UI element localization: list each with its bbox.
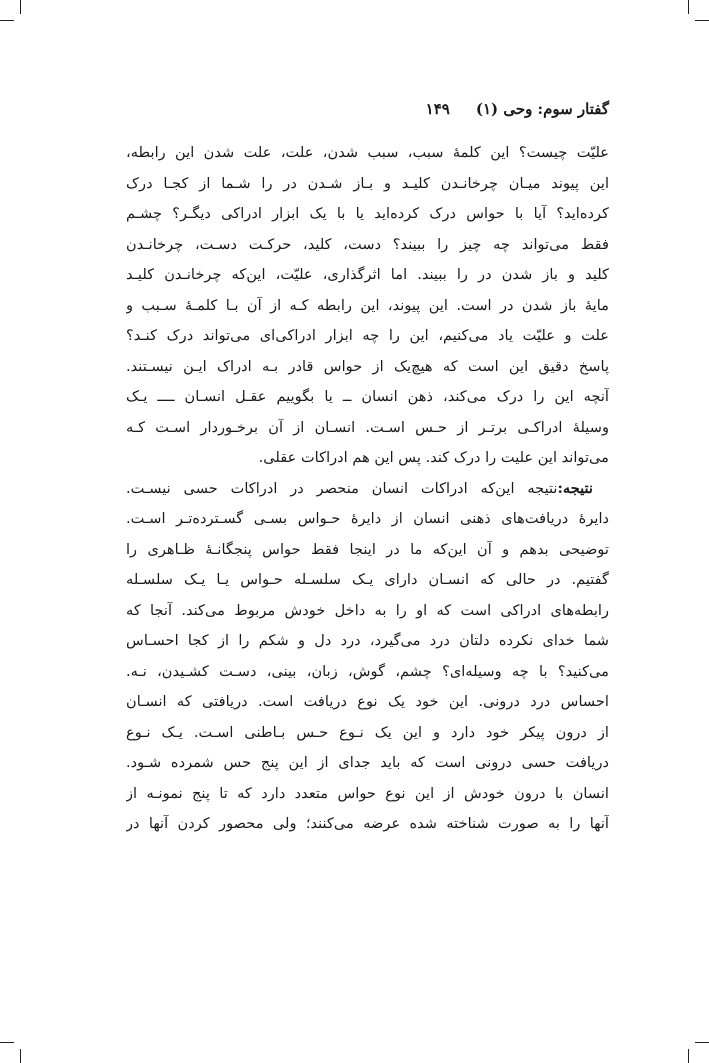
text-line: شما خدای نکرده دلتان درد می‌گیرد، درد دل و شکم را از کجا احسـاس	[126, 632, 609, 649]
text-line: پاسخ دقیق این است که هیچ‌یک از حواس قادر بـه ادراک ایـن نیسـتند.	[126, 357, 609, 375]
text-line: علیّت چیست؟ این کلمهٔ سبب، سبب شدن، علت، علت شدن این رابطه،	[126, 144, 609, 161]
crop-mark-bottom-right-v	[688, 1049, 689, 1063]
crop-mark-bottom-left-v	[20, 1049, 21, 1063]
running-header	[126, 100, 609, 118]
text-line: رابطه‌های ادراکی است که او را به داخل خودش مربوط می‌کند. آنجا که	[126, 601, 609, 619]
text-line: مایهٔ باز شدن در است. این پیوند، این رابطه کـه از آن بـا کلمـهٔ سـبب و	[126, 296, 609, 314]
text-line: توضیحی بدهم و آن این‌که ما در اینجا فقط حواس پنجگانـهٔ ظـاهری را	[126, 540, 609, 558]
crop-mark-bottom-left-h	[0, 1042, 14, 1043]
text-line: احساس درد درونی. این خود یک نوع دریافت است. دریافتی که انسـان	[126, 693, 609, 710]
text-line: انسان با درون خودش از این نوع حواس متعدد دارد که تا پنج نمونـه از	[126, 784, 609, 802]
conclusion-text: نتیجه این‌که ادراکات انسان منحصر در ادراکات حسی نیسـت.	[126, 479, 558, 497]
crop-mark-top-right-h	[695, 20, 709, 21]
text-line: آنها را به صورت شناخته شده عرضه می‌کنند؛ ولی محصور کردن آنها در	[126, 815, 609, 832]
paragraph-first-line	[126, 474, 609, 505]
text-line: می‌تواند این علیت را درک کند. پس این هم ادراکات عقلی.	[258, 449, 609, 466]
text-line: گفتیم. در حالی که انسـان دارای یـک سلسـله حـواس یـا یـک سلسـله	[126, 571, 609, 588]
text-line: فقط می‌تواند چه چیز را ببیند؟ دست، کلید، حرکـت دسـت، چرخانـدن	[126, 235, 609, 253]
text-line: کرده‌اید؟ آیا با حواس درک کرده‌اید یا با یک ابزار ادراکی دیگـر؟ چشـم	[126, 205, 609, 222]
conclusion-label: نتیجه:	[557, 479, 593, 497]
chapter-title: گفتار سوم: وحی (۱)	[475, 100, 609, 118]
crop-mark-bottom-right-h	[695, 1042, 709, 1043]
text-line: علت و علیّت یاد می‌کنیم، این را چه ابزار ادراکی‌ای می‌تواند درک کنـد؟	[126, 327, 609, 344]
text-line: از درون پیکر خود دارد و این یک نـوع حـس بـاطنی اسـت. یـک نـوع	[126, 723, 609, 741]
text-line: آنچه این را درک می‌کند، ذهن انسان ــ یا بگوییم عقـل انسـان ــــ یـک	[126, 388, 609, 405]
page-number: ۱۴۹	[425, 100, 450, 118]
text-line: کلید و باز شدن در را ببیند. اما اثرگذاری، علیّت، این‌که چرخانـدن کلیـد	[126, 266, 609, 283]
crop-mark-top-left-v	[20, 0, 21, 14]
text-line: این پیوند میـان چرخانـدن کلیـد و بـاز شـدن در را شـما از کجـا درک	[126, 174, 609, 192]
book-page	[126, 100, 609, 840]
page-body	[126, 138, 609, 840]
crop-mark-top-left-h	[0, 20, 14, 21]
crop-mark-top-right-v	[688, 0, 689, 14]
text-line: دایرهٔ دریافت‌های ذهنی انسان از دایرهٔ حـواس بسـی گسـترده‌تـر اسـت.	[126, 510, 609, 527]
text-line: وسیلهٔ ادراکـی برتـر از حـس اسـت. انسـان از آن برخـوردار اسـت کـه	[126, 418, 609, 436]
text-line: می‌کنید؟ با چه وسیله‌ای؟ چشم، گوش، زبان، بینی، دسـت کشـیدن، نـه.	[126, 662, 609, 680]
text-line: دریافت حسی درونی است که باید جدای از این پنج حس شمرده شـود.	[126, 754, 609, 771]
